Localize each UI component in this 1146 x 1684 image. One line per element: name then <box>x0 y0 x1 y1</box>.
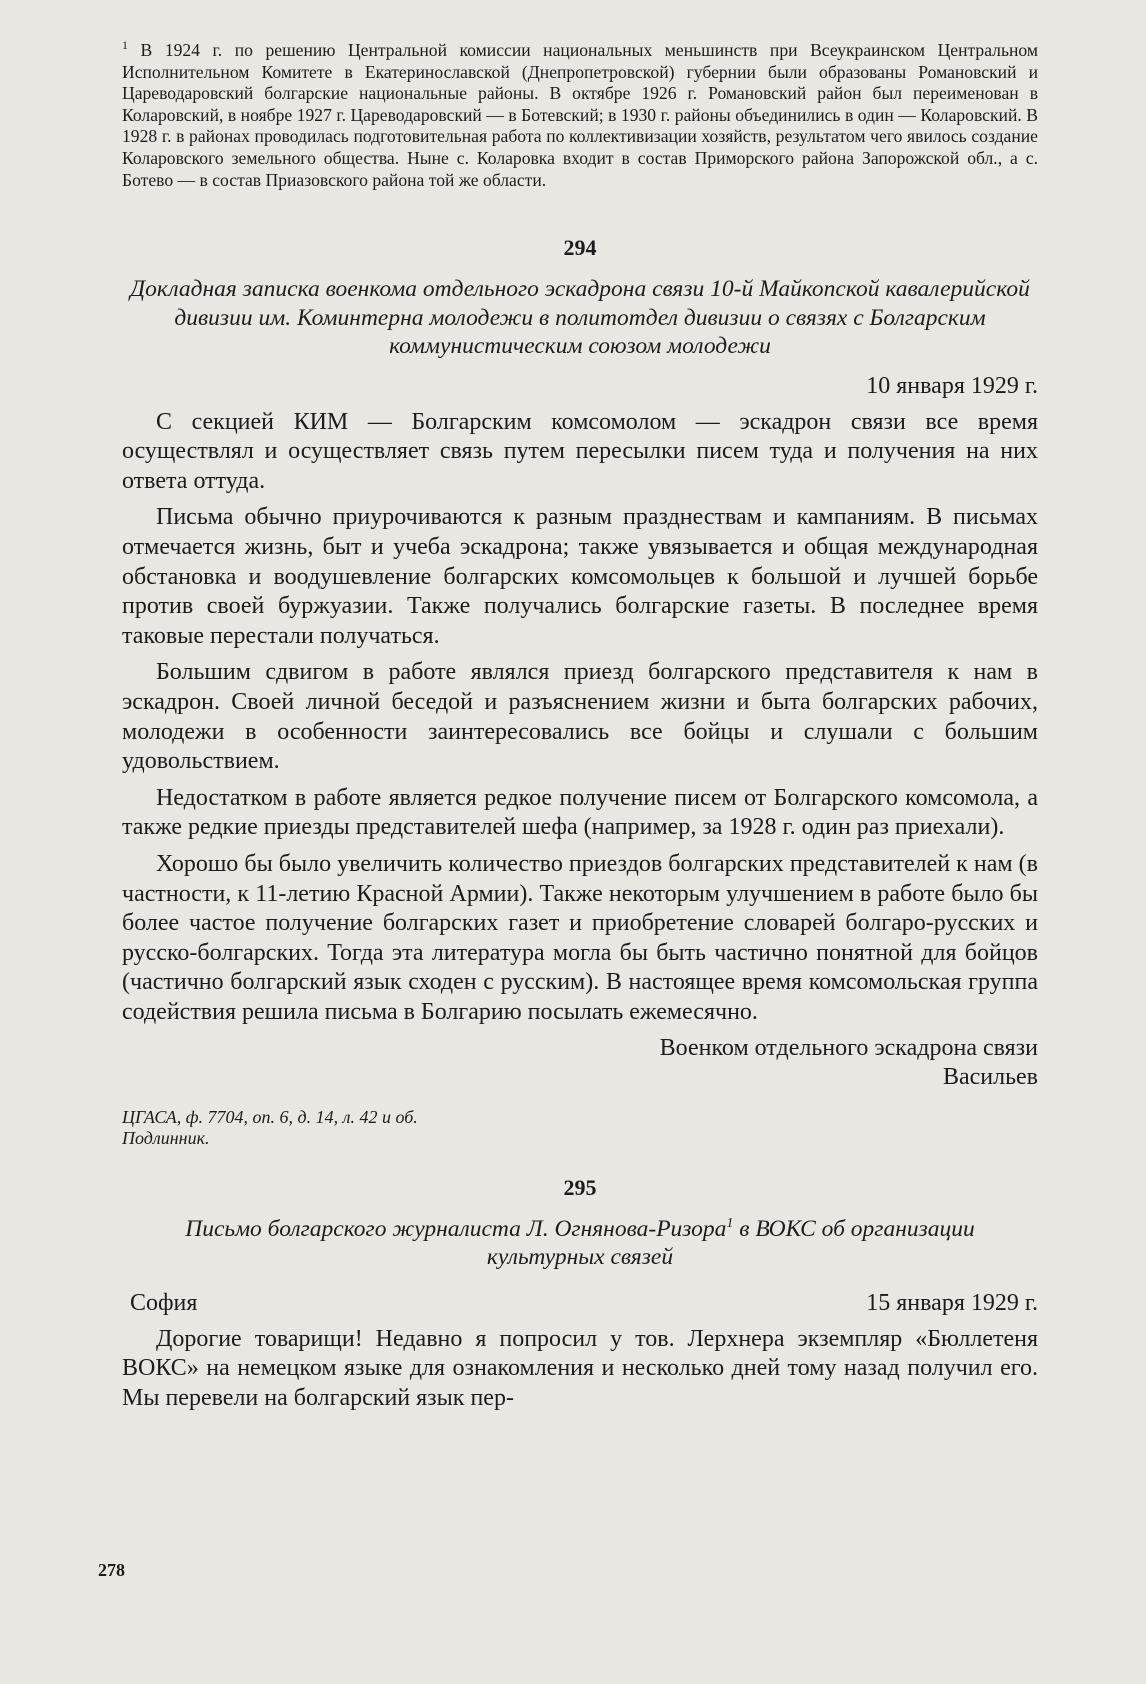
paragraph: Дорогие товарищи! Недавно я попросил у тов. Лерхнера экземпляр «Бюллетеня ВОКС» на немецком языке для ознакомления и несколько дней тому назад получил его. Мы перевели на болгарский язык пер- <box>122 1325 1038 1411</box>
archive-reference <box>122 1107 1038 1149</box>
footnote-marker: 1 <box>122 38 128 53</box>
footnote <box>122 40 1038 191</box>
document-place-295: София <box>130 1289 198 1316</box>
document-number-295: 295 <box>563 1174 597 1200</box>
dateline-295 <box>122 1290 1038 1317</box>
paragraph: С секцией КИМ — Болгарским комсомолом — эскадрон связи все время осуществлял и осуществляет связь путем пересылки писем туда и получения на них ответа оттуда. <box>122 408 1038 494</box>
title-part2: в ВОКС об организации культурных связей <box>486 1215 975 1271</box>
title-part1: Письмо болгарского журналиста Л. Огнянова-Ризора <box>185 1215 727 1242</box>
paragraph: Хорошо бы было увеличить количество приездов болгарских представителей к нам (в частности, к 11-летию Красной Армии). Также некоторым улучшением в работе было бы более частое получение болгарских газет и приобретение словарей болгаро-русских и русско-болгарских. Тогда эта литература могла бы быть частично понятной для бойцов (частично болгарский язык сходен с русским). В настоящее время комсомольская группа содействия решила письма в Болгарию посылать ежемесячно. <box>122 850 1038 1025</box>
paragraph: Большим сдвигом в работе являлся приезд болгарского представителя к нам в эскадрон. Своей личной беседой и разъяснением жизни и быта болгарских рабочих, молодежи в особенности заинтересовались все бойцы и слушали с большим удовольствием. <box>122 659 1038 775</box>
archive-note: Подлинник. <box>122 1127 210 1148</box>
page-number: 278 <box>98 1560 125 1580</box>
paragraph: Недостатком в работе является редкое получение писем от Болгарского комсомола, а также редкие приезды представителей шефа (например, за 1928 г. один раз приехали). <box>122 784 1038 841</box>
signature-title: Военком отдельного эскадрона связи <box>659 1034 1038 1061</box>
footnote-text: В 1924 г. по решению Центральной комиссии национальных меньшинств при Всеукраинском Центральном Исполнительном Комитете в Екатеринославской (Днепропетровской) губернии были образованы Романовский и Цареводаровский болгарские национальные районы. В октябре 1926 г. Романовский район был переименован в Коларовский, в ноябре 1927 г. Цареводаровский — в Ботевский; в 1930 г. районы объединились в один — Коларовский. В 1928 г. в районах проводилась подготовительная работа по коллективизации хозяйств, результатом чего явилось создание Коларовского земельного общества. Ныне с. Коларовка входит в состав Приморского района Запорожской обл., а с. Ботево — в состав Приазовского района той же области. <box>122 40 1038 190</box>
document-date-295: 15 января 1929 г. <box>866 1289 1038 1316</box>
document-body-295 <box>122 1325 1038 1414</box>
dateline-294 <box>122 373 1038 400</box>
document-title-294: Докладная записка военкома отдельного эскадрона связи 10-й Майкопской кавалерийской дивизии им. Коминтерна молодежи в политотдел дивизии о связях с Болгарским коммунистическим союзом молодежи <box>130 276 1030 360</box>
signature-block <box>122 1034 1038 1093</box>
document-title-295 <box>130 1215 1030 1272</box>
document-body-294 <box>122 408 1038 1028</box>
signature-name: Васильев <box>942 1064 1038 1091</box>
document-date-294: 10 января 1929 г. <box>866 372 1038 399</box>
archive-ref: ЦГАСА, ф. 7704, оп. 6, д. 14, л. 42 и об. <box>122 1106 418 1127</box>
paragraph: Письма обычно приурочиваются к разным празднествам и кампаниям. В письмах отмечается жизнь, быт и учеба эскадрона; также увязывается и общая международная обстановка и воодушевление болгарских комсомольцев к большой и лучшей борьбе против своей буржуазии. Также получались болгарские газеты. В последнее время таковые перестали получаться. <box>122 504 1038 649</box>
document-number-294: 294 <box>563 235 597 261</box>
title-footnote-marker: 1 <box>726 1215 734 1231</box>
